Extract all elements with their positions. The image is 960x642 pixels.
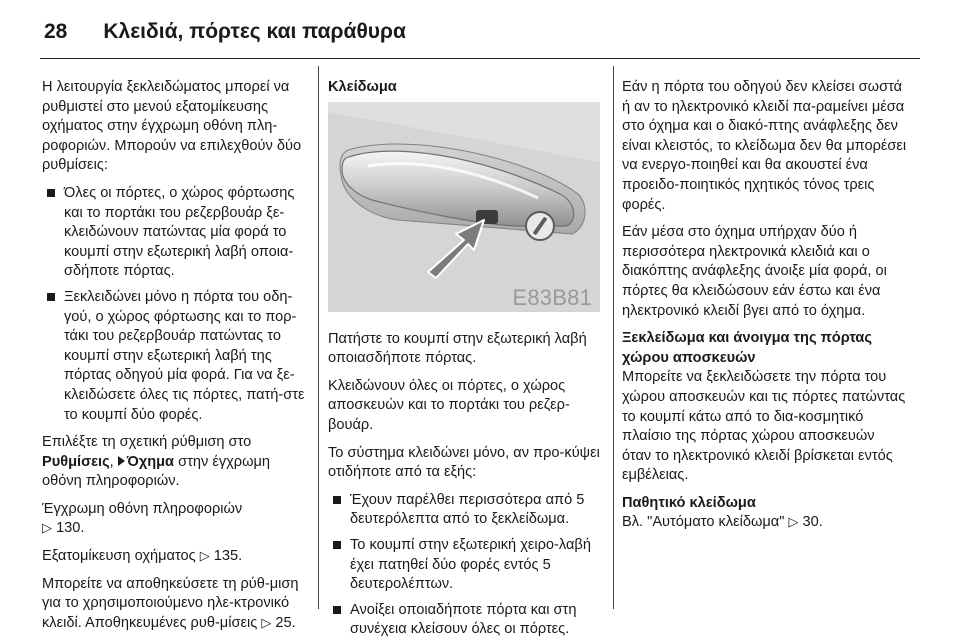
passive-locking-reference: Βλ. "Αυτόματο κλείδωμα" ▷ 30.	[622, 514, 823, 531]
press-button-paragraph: Πατήστε το κουμπί στην εξωτερική λαβή οποιασδήποτε πόρτας.	[328, 330, 587, 367]
list-item: Έχουν παρέλθει περισσότερα από 5 δευτερόλεπτα από το ξεκλείδωμα.	[328, 491, 608, 530]
unlock-settings-list	[42, 184, 306, 425]
tailgate-paragraph: Μπορείτε να ξεκλειδώσετε την πόρτα του χώρου αποσκευών και τις πόρτες πατώντας το κουμπί κάτω από το δια-κοσμητικό πλαίσιο της πόρτας χώρου αποσκευών όταν το ηλεκτρονικό κλειδί βρίσκεται εντός εμβέλειας.	[622, 369, 906, 484]
bullet-square-icon	[47, 293, 55, 301]
page-number: 28	[44, 20, 68, 43]
page-reference-icon: ▷	[42, 521, 52, 537]
driver-door-paragraph: Εάν η πόρτα του οδηγού δεν κλείσει σωστά ή αν το ηλεκτρονικό κλειδί πα-ραμείνει μέσα στο όχημα και ο διακό-πτης ανάφλεξης δεν είναι κλειστός, το κλείδωμα δεν θα μπορέσει να ενεργο-ποιηθεί και θα ακουστεί ένα προειδο-ποιητικός ηχητικός τόνος τρεις φορές.	[622, 79, 907, 213]
store-setting-paragraph: Μπορείτε να αποθηκεύσετε τη ρύθ-μιση για το χρησιμοποιούμενο ηλε-κτρονικό κλειδί. Αποθηκευμένες ρυθ-μίσεις ▷ 25.	[42, 575, 299, 631]
bullet-square-icon	[333, 496, 341, 504]
page-title: Κλειδιά, πόρτες και παράθυρα	[103, 20, 406, 43]
bullet-square-icon	[333, 606, 341, 614]
list-item: Το κουμπί στην εξωτερική χειρο-λαβή έχει πατηθεί δύο φορές εντός 5 δευτερολέπτων.	[328, 536, 608, 595]
locking-heading: Κλείδωμα	[328, 79, 397, 95]
passive-locking-heading: Παθητικό κλείδωμα	[622, 494, 756, 511]
door-handle-illustration	[328, 102, 600, 312]
page-reference-icon: ▷	[199, 549, 210, 565]
figure-code: E83B81	[512, 285, 592, 310]
column-divider	[318, 66, 319, 609]
settings-menu-label: Ρυθμίσεις	[42, 453, 110, 470]
page-reference-link[interactable]: 30.	[802, 514, 823, 531]
page-header	[44, 12, 406, 52]
all-lock-paragraph: Κλειδώνουν όλες οι πόρτες, ο χώρος αποσκευών και το πορτάκι του ρεζερ-βουάρ.	[328, 377, 570, 433]
page-reference-link[interactable]: 130.	[56, 520, 85, 537]
list-item: Ξεκλειδώνει μόνο η πόρτα του οδη-γού, ο χώρος φόρτωσης και το πορ-τάκι του ρεζερβουάρ πατώντας το κουμπί στην εξωτερική λαβή της πόρτας οδηγού μία φορά. Για να ξε-κλειδώσετε όλες τις πόρτες, πατή-στε το κουμπί δύο φορές.	[42, 288, 306, 425]
list-item: Ανοίξει οποιαδήποτε πόρτα και στη συνέχεια κλείσουν όλες οι πόρτες.	[328, 601, 608, 640]
display-reference: Έγχρωμη οθόνη πληροφοριών ▷ 130.	[42, 500, 243, 537]
column-2	[328, 78, 608, 642]
column-divider	[613, 66, 614, 609]
select-setting-paragraph: Επιλέξτε τη σχετική ρύθμιση στο Ρυθμίσεις, Όχημα στην έγχρωμη οθόνη πληροφοριών.	[42, 434, 271, 490]
page-reference-icon: ▷	[261, 615, 272, 631]
personalization-reference: Εξατομίκευση οχήματος ▷ 135.	[42, 548, 243, 565]
menu-arrow-icon	[118, 456, 125, 466]
bullet-square-icon	[333, 541, 341, 549]
bullet-square-icon	[47, 189, 55, 197]
door-handle-figure	[328, 102, 600, 312]
column-3	[622, 78, 907, 541]
conditions-paragraph: Το σύστημα κλειδώνει μόνο, αν προ-κύψει οτιδήποτε από τα εξής:	[328, 444, 600, 481]
lock-conditions-list	[328, 491, 608, 640]
multiple-keys-paragraph: Εάν μέσα στο όχημα υπήρχαν δύο ή περισσότερα ηλεκτρονικά κλειδιά και ο διακόπτης ανάφλεξης άνοιξε μία φορά, οι πόρτες θα κλειδώσουν εάν έστω και ένα ηλεκτρονικό κλειδί βγει από το όχημα.	[622, 224, 887, 319]
list-item: Όλες οι πόρτες, ο χώρος φόρτωσης και το πορτάκι του ρεζερβουάρ ξε-κλειδώνουν πατώντας μία φορά το κουμπί στην εξωτερική λαβή οποια-σδήποτε πόρτας.	[42, 184, 306, 282]
page-reference-icon: ▷	[788, 515, 799, 531]
intro-paragraph: Η λειτουργία ξεκλειδώματος μπορεί να ρυθμιστεί στο μενού εξατομίκευσης οχήματος στην έγχρωμη οθόνη πλη-ροφοριών. Μπορούν να επιλεχθούν δύο ρυθμίσεις:	[42, 79, 302, 174]
tailgate-heading: Ξεκλείδωμα και άνοιγμα της πόρτας χώρου αποσκευών	[622, 330, 872, 366]
page-reference-link[interactable]: 135.	[213, 548, 243, 565]
vehicle-menu-label: Όχημα	[126, 453, 175, 470]
page-reference-link[interactable]: 25.	[275, 614, 296, 631]
column-1	[42, 78, 306, 641]
header-divider	[40, 58, 920, 59]
